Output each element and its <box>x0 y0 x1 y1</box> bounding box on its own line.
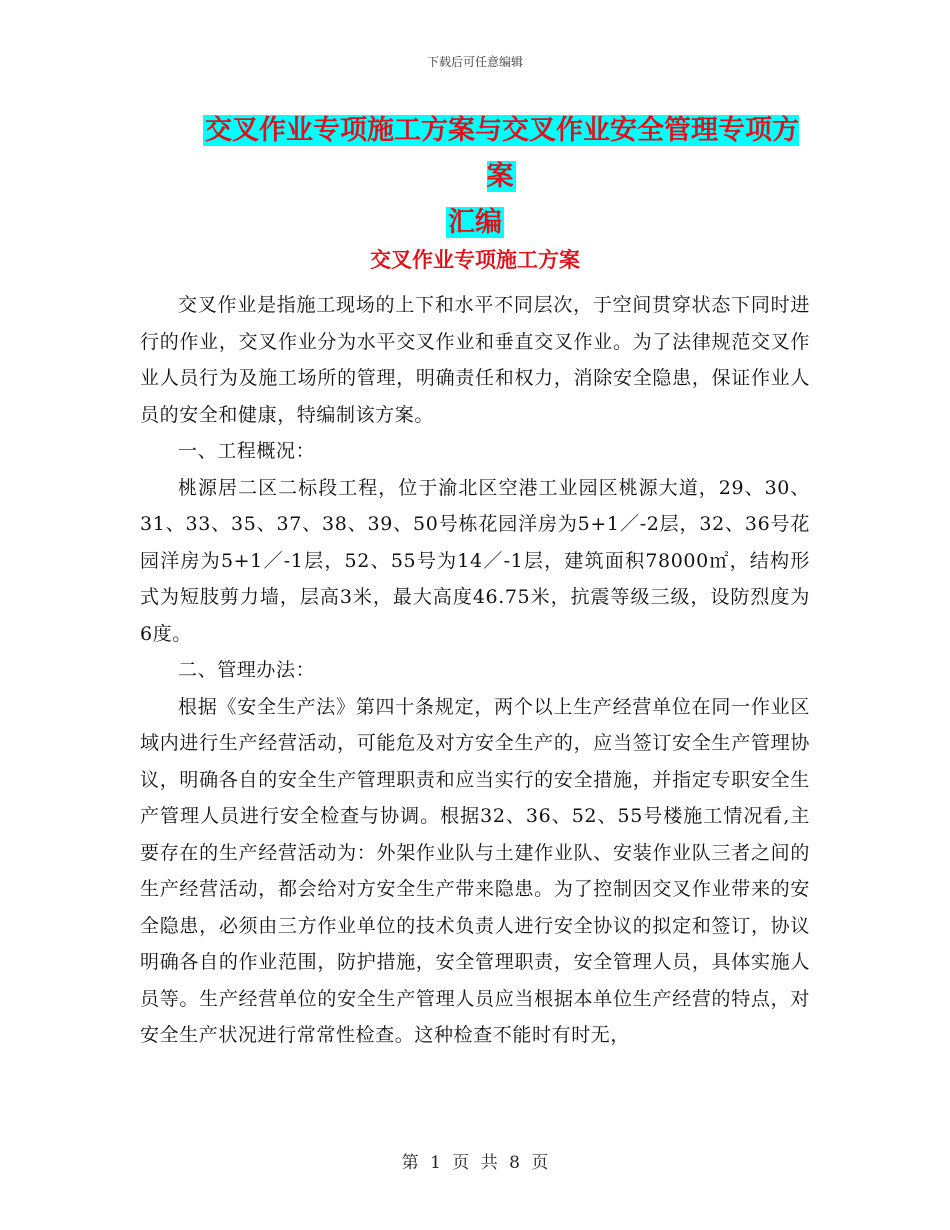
title-highlight-2: 汇编 <box>448 207 502 238</box>
paragraph-intro: 交叉作业是指施工现场的上下和水平不同层次，于空间贯穿状态下同时进行的作业，交叉作业分为水平交叉作业和垂直交叉作业。为了法律规范交叉作业人员行为及施工场所的管理，明确责任和权力，消除安全隐患，保证作业人员的安全和健康，特编制该方案。 <box>140 294 810 426</box>
page-number-footer: 第 1 页 共 8 页 <box>401 1153 549 1173</box>
page-header-note: 下载后可任意编辑 <box>426 55 523 69</box>
document-title <box>140 108 810 246</box>
paragraph-project-overview: 桃源居二区二标段工程，位于渝北区空港工业园区桃源大道，29、30、31、33、35、37、38、39、50号栋花园洋房为5+1／-2层，32、36号花园洋房为5+1／-1层，52、55号为14／-1层，建筑面积78000㎡，结构形式为短肢剪力墙，层高3米，最大高度46.75米，抗震等级三级，设防烈度为6度。 <box>140 476 810 645</box>
section-title: 交叉作业专项施工方案 <box>370 248 580 272</box>
heading-project-overview: 一、工程概况： <box>178 440 316 462</box>
document-body <box>140 287 810 1054</box>
heading-management-methods: 二、管理办法： <box>178 659 316 681</box>
paragraph-management-methods: 根据《安全生产法》第四十条规定，两个以上生产经营单位在同一作业区域内进行生产经营活动，可能危及对方安全生产的，应当签订安全生产管理协议，明确各自的安全生产管理职责和应当实行的安全措施，并指定专职安全生产管理人员进行安全检查与协调。根据32、36、52、55号楼施工情况看,主要存在的生产经营活动为：外架作业队与土建作业队、安装作业队三者之间的生产经营活动，都会给对方安全生产带来隐患。为了控制因交叉作业带来的安全隐患，必须由三方作业单位的技术负责人进行安全协议的拟定和签订，协议明确各自的作业范围，防护措施，安全管理职责，安全管理人员，具体实施人员等。生产经营单位的安全生产管理人员应当根据本单位生产经营的特点，对安全生产状况进行常常性检查。这种检查不能时有时无， <box>140 695 810 1046</box>
document-title-line-2 <box>446 207 504 238</box>
title-highlight-1: 交叉作业专项施工方案与交叉作业安全管理专项方案 <box>205 115 799 192</box>
document-title-line-1 <box>140 108 810 200</box>
